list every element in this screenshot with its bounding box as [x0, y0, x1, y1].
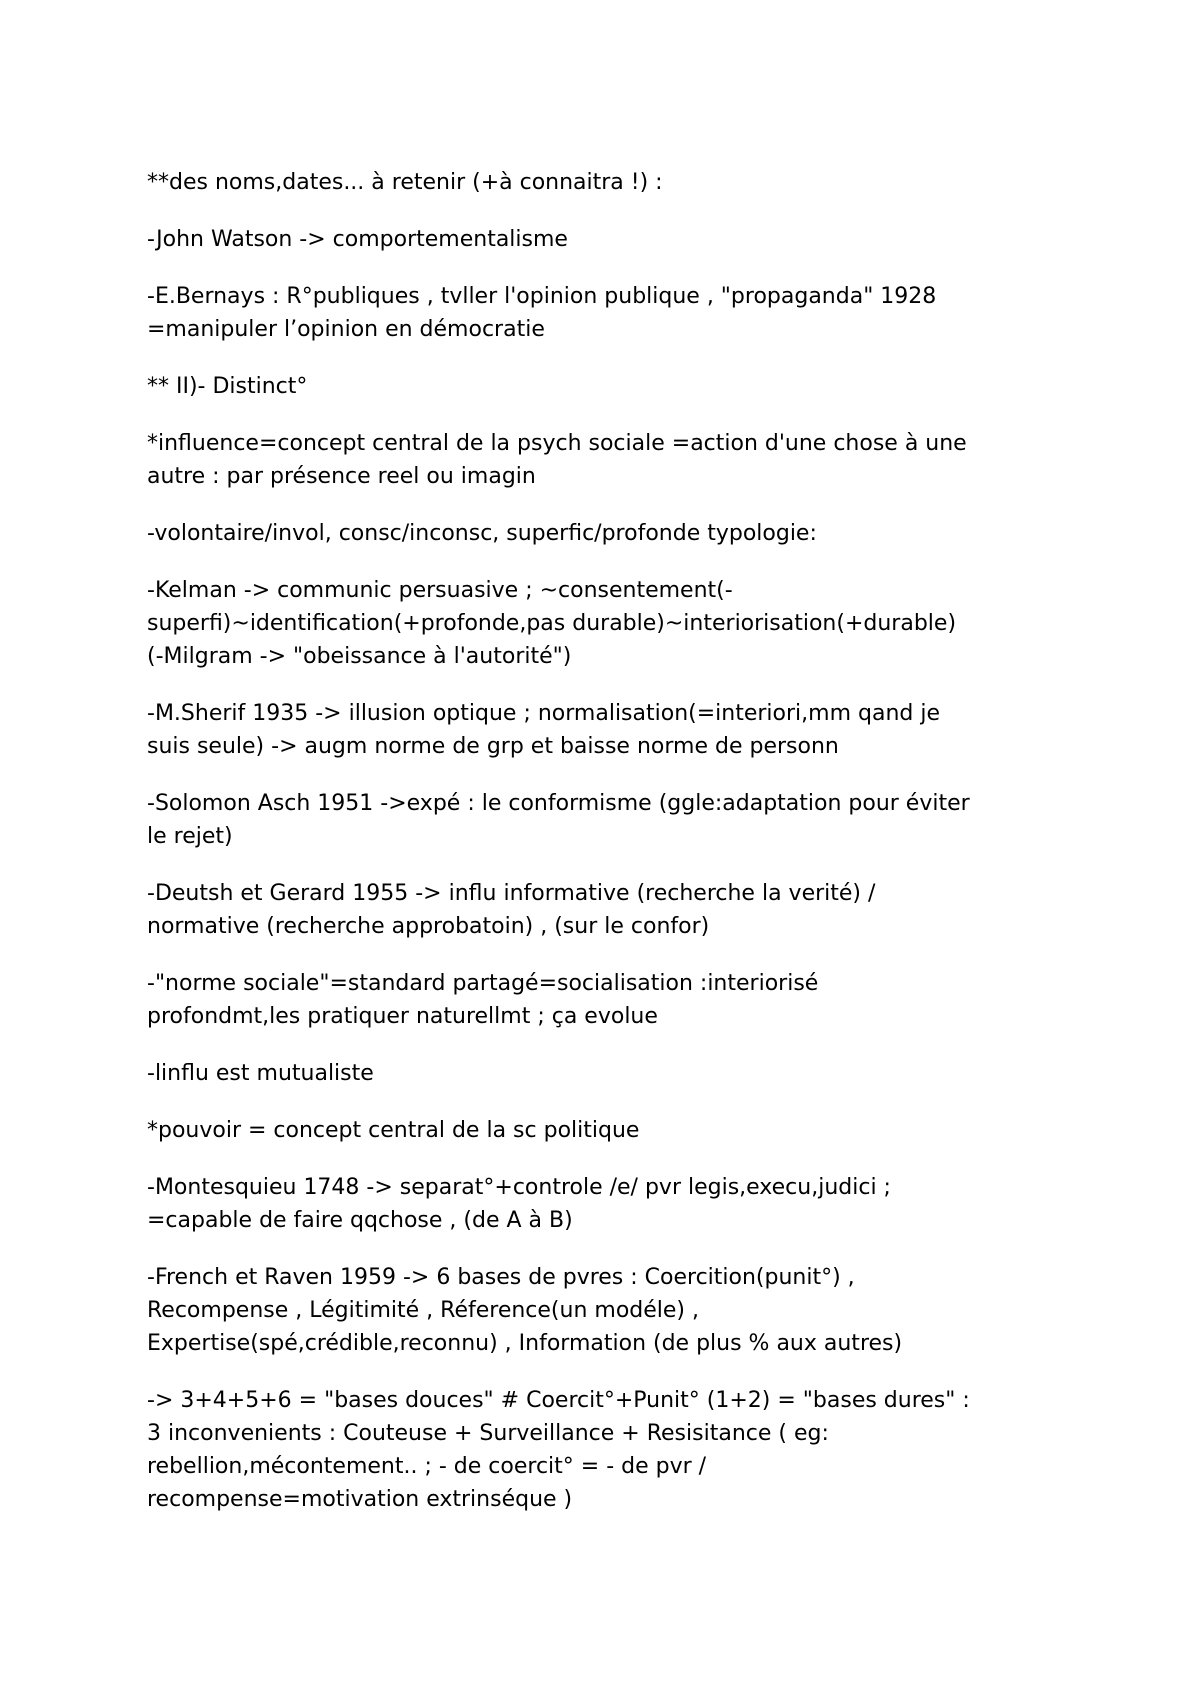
paragraph-kelman: -Kelman -> communic persuasive ; ~consentement(- superfi)~identification(+profonde,pas durable)~interiorisation(+durable) (-Milgram -> "obeissance à l'autorité"): [147, 578, 957, 669]
paragraph-typologie: -volontaire/invol, consc/inconsc, superfic/profonde typologie:: [147, 521, 817, 546]
paragraph-deutsh-gerard: -Deutsh et Gerard 1955 -> influ informative (recherche la verité) / normative (recherche approbatoin) , (sur le confor): [147, 881, 876, 939]
paragraph-french-raven: -French et Raven 1959 -> 6 bases de pvres : Coercition(punit°) , Recompense , Légitimité , Réference(un modéle) , Expertise(spé,crédible,reconnu) , Information (de plus % aux autres): [147, 1265, 903, 1356]
paragraph-watson: -John Watson -> comportementalisme: [147, 227, 568, 252]
paragraph-intro: **des noms,dates... à retenir (+à connaitra !) :: [147, 170, 663, 195]
paragraph-asch: -Solomon Asch 1951 ->expé : le conformisme (ggle:adaptation pour éviter le rejet): [147, 791, 970, 849]
paragraph-pouvoir: *pouvoir = concept central de la sc politique: [147, 1118, 640, 1143]
paragraph-montesquieu: -Montesquieu 1748 -> separat°+controle /e/ pvr legis,execu,judici ; =capable de faire qqchose , (de A à B): [147, 1175, 891, 1233]
paragraph-sherif: -M.Sherif 1935 -> illusion optique ; normalisation(=interiori,mm qand je suis seule) -> augm norme de grp et baisse norme de personn: [147, 701, 940, 759]
document-body: [147, 166, 1077, 1540]
paragraph-norme-sociale: -"norme sociale"=standard partagé=socialisation :interiorisé profondmt,les pratiquer naturellmt ; ça evolue: [147, 971, 819, 1029]
paragraph-bernays: -E.Bernays : R°publiques , tvller l'opinion publique , "propaganda" 1928 =manipuler l’opinion en démocratie: [147, 284, 937, 342]
paragraph-mutualiste: -linflu est mutualiste: [147, 1061, 374, 1086]
paragraph-section-heading: ** II)- Distinct°: [147, 374, 308, 399]
paragraph-influence: *influence=concept central de la psych sociale =action d'une chose à une autre : par présence reel ou imagin: [147, 431, 967, 489]
paragraph-bases: -> 3+4+5+6 = "bases douces" # Coercit°+Punit° (1+2) = "bases dures" : 3 inconvenients : Couteuse + Surveillance + Resisitance ( eg: rebellion,mécontement.. ; - de coercit° = - de pvr / recompense=motivation extrinséque ): [147, 1388, 970, 1512]
